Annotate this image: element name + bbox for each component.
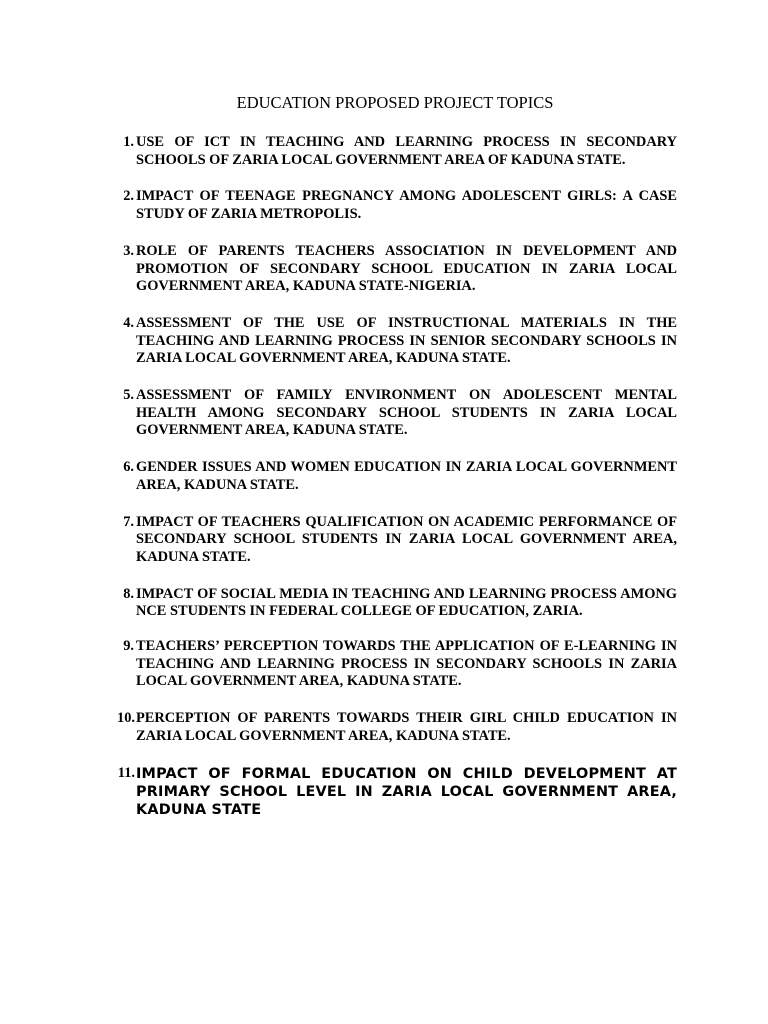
topic-item-6 <box>108 459 677 494</box>
topic-number: 9. <box>123 638 134 655</box>
topic-number: 8. <box>123 585 134 602</box>
topic-text: IMPACT OF FORMAL EDUCATION ON CHILD DEVELOPMENT AT PRIMARY SCHOOL LEVEL IN ZARIA LOCAL GOVERNMENT AREA, KADUNA STATE <box>136 765 677 819</box>
topic-text: TEACHERS’ PERCEPTION TOWARDS THE APPLICATION OF E-LEARNING IN TEACHING AND LEARNING PROCESS IN SECONDARY SCHOOLS IN ZARIA LOCAL GOVERNMENT AREA, KADUNA STATE. <box>136 638 677 690</box>
topic-text: ASSESSMENT OF THE USE OF INSTRUCTIONAL MATERIALS IN THE TEACHING AND LEARNING PROCESS IN SENIOR SECONDARY SCHOOLS IN ZARIA LOCAL GOVERNMENT AREA, KADUNA STATE. <box>136 314 677 367</box>
topic-text: IMPACT OF SOCIAL MEDIA IN TEACHING AND LEARNING PROCESS AMONG NCE STUDENTS IN FEDERAL COLLEGE OF EDUCATION, ZARIA. <box>136 585 677 620</box>
topic-item-10 <box>108 710 677 745</box>
topic-number: 6. <box>123 459 134 476</box>
topic-number: 3. <box>123 242 134 259</box>
topic-text: GENDER ISSUES AND WOMEN EDUCATION IN ZARIA LOCAL GOVERNMENT AREA, KADUNA STATE. <box>136 459 677 493</box>
topic-text: IMPACT OF TEACHERS QUALIFICATION ON ACADEMIC PERFORMANCE OF SECONDARY SCHOOL STUDENTS IN ZARIA LOCAL GOVERNMENT AREA, KADUNA STATE. <box>136 513 677 565</box>
topic-number: 7. <box>123 513 134 530</box>
topic-number: 4. <box>123 314 134 331</box>
topic-item-9 <box>108 638 677 691</box>
topic-number: 2. <box>123 188 134 205</box>
topic-text: ROLE OF PARENTS TEACHERS ASSOCIATION IN DEVELOPMENT AND PROMOTION OF SECONDARY SCHOOL EDUCATION IN ZARIA LOCAL GOVERNMENT AREA, KADUNA STATE-NIGERIA. <box>136 242 677 295</box>
topic-item-11 <box>108 765 677 820</box>
topic-item-4 <box>108 315 677 368</box>
topic-text: PERCEPTION OF PARENTS TOWARDS THEIR GIRL CHILD EDUCATION IN ZARIA LOCAL GOVERNMENT AREA, KADUNA STATE. <box>136 710 677 744</box>
topic-list <box>108 134 677 838</box>
topic-item-8 <box>108 586 677 621</box>
topic-text: USE OF ICT IN TEACHING AND LEARNING PROCESS IN SECONDARY SCHOOLS OF ZARIA LOCAL GOVERNMENT AREA OF KADUNA STATE. <box>136 134 677 168</box>
topic-item-1 <box>108 134 677 169</box>
topic-text: ASSESSMENT OF FAMILY ENVIRONMENT ON ADOLESCENT MENTAL HEALTH AMONG SECONDARY SCHOOL STUDENTS IN ZARIA LOCAL GOVERNMENT AREA, KADUNA STATE. <box>136 387 677 439</box>
topic-text: IMPACT OF TEENAGE PREGNANCY AMONG ADOLESCENT GIRLS: A CASE STUDY OF ZARIA METROPOLIS. <box>136 188 677 223</box>
topic-item-7 <box>108 514 677 567</box>
topic-number: 10. <box>117 710 135 727</box>
page-title: EDUCATION PROPOSED PROJECT TOPICS <box>236 93 554 112</box>
topic-item-5 <box>108 387 677 440</box>
topic-item-2 <box>108 188 677 223</box>
topic-item-3 <box>108 243 677 296</box>
topic-number: 1. <box>123 134 134 150</box>
topic-number: 5. <box>123 387 134 404</box>
topic-number: 11. <box>117 764 135 781</box>
